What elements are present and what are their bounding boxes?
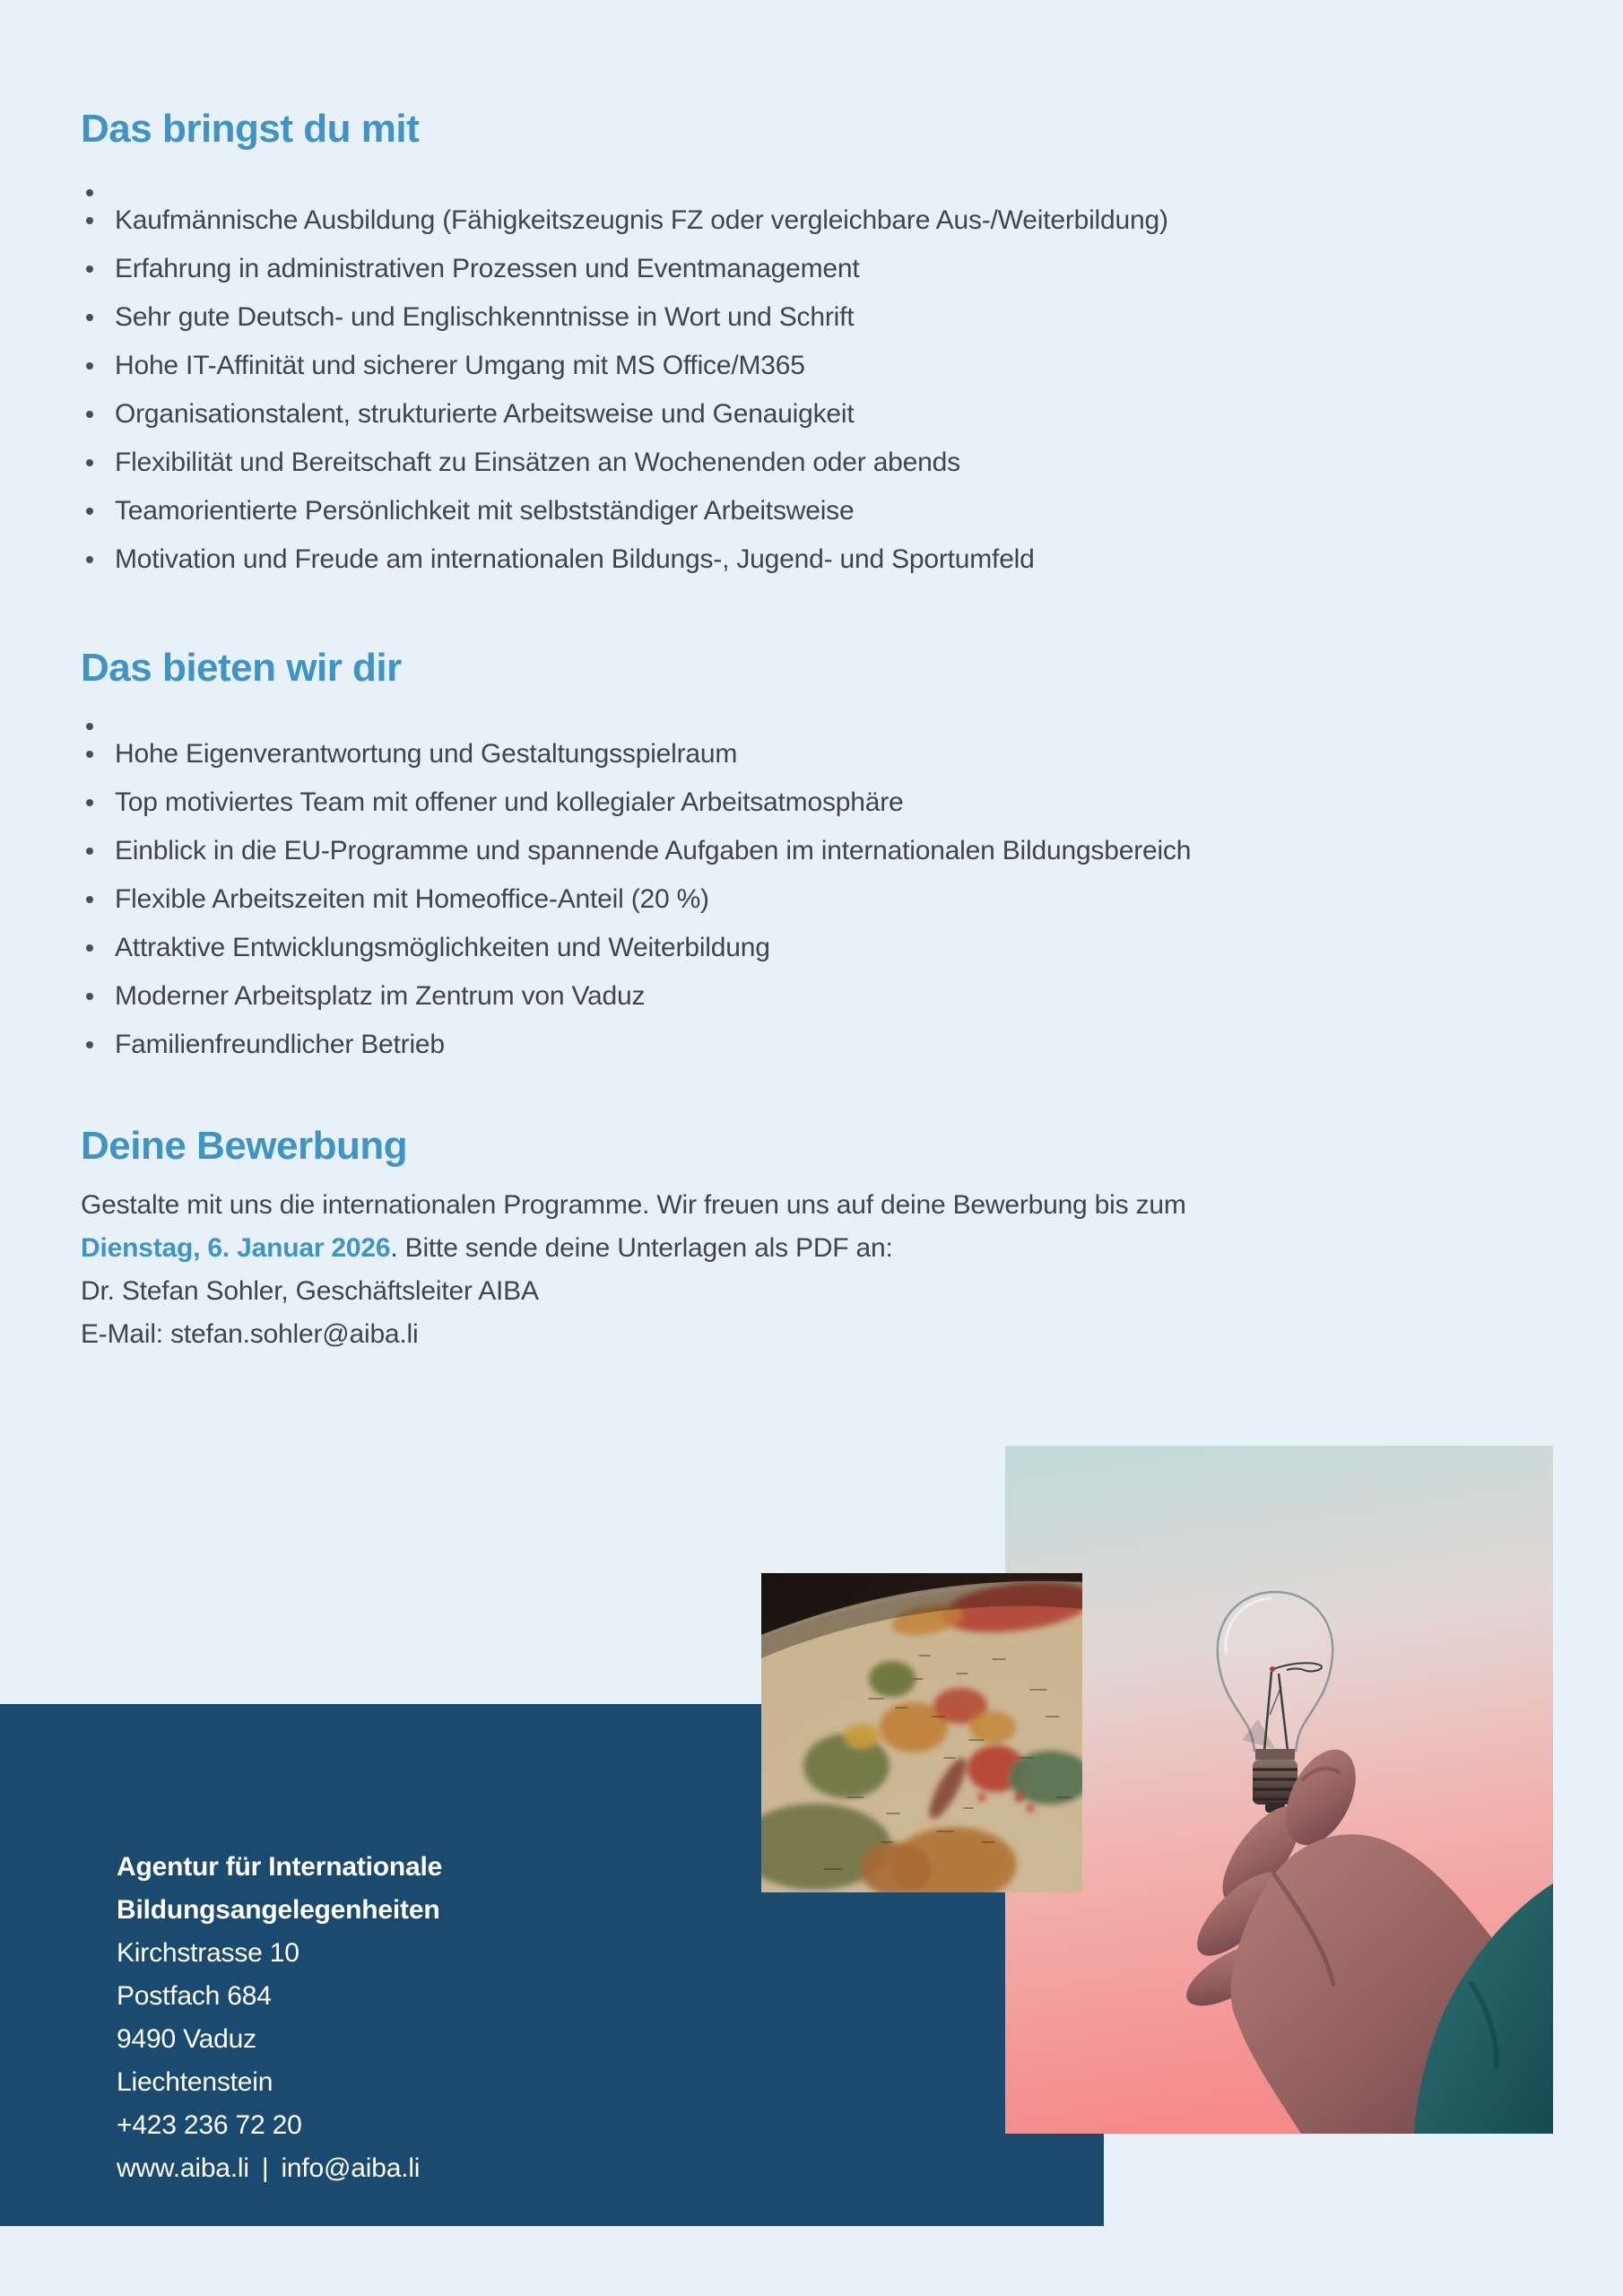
list-item-text: Kaufmännische Ausbildung (Fähigkeitszeugnis FZ oder vergleichbare Aus-/Weiterbildung) [115, 205, 1168, 235]
bullet-dot-icon [86, 993, 93, 1000]
list-item-text: Hohe IT-Affinität und sicherer Umgang mit MS Office/M365 [115, 351, 805, 380]
bullet-dot-icon [86, 848, 93, 855]
list-item-text: Flexible Arbeitszeiten mit Homeoffice-Anteil (20 %) [115, 884, 709, 914]
section-benefits [81, 647, 1551, 1069]
list-item-text: Moderner Arbeitsplatz im Zentrum von Vaduz [115, 981, 646, 1011]
bullet-dot-icon [86, 314, 93, 321]
list-item [81, 390, 1551, 439]
bullet-dot-icon [86, 362, 93, 370]
application-after-deadline: . Bitte sende deine Unterlagen als PDF an: [390, 1233, 893, 1263]
section-title-requirements: Das bringst du mit [81, 107, 420, 151]
bullet-dot-icon [86, 217, 93, 224]
list-item [81, 778, 1551, 827]
list-item-text: Organisationstalent, strukturierte Arbeitsweise und Genauigkeit [115, 399, 855, 429]
application-paragraph [81, 1184, 1551, 1356]
list-item [81, 245, 1551, 293]
benefits-list [81, 702, 1551, 1069]
list-item [81, 293, 1551, 342]
bullet-dot-icon [86, 189, 93, 196]
list-item-text: Attraktive Entwicklungsmöglichkeiten und Weiterbildung [115, 933, 770, 962]
list-item-text: Hohe Eigenverantwortung und Gestaltungsspielraum [115, 739, 738, 769]
requirements-list [81, 169, 1551, 584]
section-title-benefits: Das bieten wir dir [81, 646, 402, 690]
section-title-application: Deine Bewerbung [81, 1124, 408, 1168]
footer-org-line2: Bildungsangelegenheiten [117, 1895, 440, 1925]
list-item-text: Familienfreundlicher Betrieb [115, 1030, 445, 1059]
footer-country: Liechtenstein [117, 2067, 273, 2097]
list-item [81, 487, 1551, 535]
list-item-text: Einblick in die EU-Programme und spannende Aufgaben im internationalen Bildungsbereich [115, 836, 1192, 865]
bullet-dot-icon [86, 556, 93, 563]
bullet-dot-icon [86, 508, 93, 515]
list-item [81, 196, 1551, 245]
footer-website: www.aiba.li [117, 2153, 249, 2183]
lightbulb-photo [1005, 1446, 1553, 2134]
bullet-dot-icon [86, 723, 93, 730]
footer-email: info@aiba.li [281, 2153, 421, 2183]
list-item-text: Teamorientierte Persönlichkeit mit selbstständiger Arbeitsweise [115, 496, 855, 526]
list-item [81, 1021, 1551, 1069]
footer-web-email-line [117, 2147, 442, 2190]
application-intro: Gestalte mit uns die internationalen Programme. Wir freuen uns auf deine Bewerbung bis zum [81, 1190, 1186, 1220]
list-item [81, 342, 1551, 390]
list-item [81, 535, 1551, 584]
bullet-dot-icon [86, 799, 93, 806]
application-email-line: E-Mail: stefan.sohler@aiba.li [81, 1319, 419, 1349]
footer-contact-block [117, 1846, 442, 2190]
list-item [81, 924, 1551, 972]
list-item [81, 702, 1551, 730]
footer-city: 9490 Vaduz [117, 2024, 256, 2054]
list-item [81, 827, 1551, 875]
list-item-text: Top motiviertes Team mit offener und kollegialer Arbeitsatmosphäre [115, 787, 904, 817]
bullet-dot-icon [86, 1041, 93, 1048]
list-item [81, 169, 1551, 196]
list-item-text: Erfahrung in administrativen Prozessen und Eventmanagement [115, 254, 860, 283]
footer-street: Kirchstrasse 10 [117, 1938, 299, 1968]
list-item [81, 730, 1551, 778]
section-requirements [81, 108, 1551, 584]
list-item-text: Motivation und Freude am internationalen Bildungs-, Jugend- und Sportumfeld [115, 544, 1035, 574]
section-application [81, 1125, 1551, 1356]
main-text-column [81, 108, 1551, 1356]
bullet-dot-icon [86, 751, 93, 758]
list-item [81, 972, 1551, 1021]
bullet-dot-icon [86, 265, 93, 273]
list-item-text: Sehr gute Deutsch- und Englischkenntnisse in Wort und Schrift [115, 302, 855, 332]
footer-phone: +423 236 72 20 [117, 2110, 302, 2140]
bullet-dot-icon [86, 896, 93, 903]
list-item [81, 439, 1551, 487]
footer-org-line1: Agentur für Internationale [117, 1852, 443, 1882]
footer-pobox: Postfach 684 [117, 1981, 272, 2011]
bullet-dot-icon [86, 459, 93, 466]
application-contact-name: Dr. Stefan Sohler, Geschäftsleiter AIBA [81, 1276, 539, 1306]
footer-separator: | [261, 2153, 269, 2183]
bullet-dot-icon [86, 944, 93, 952]
list-item-text: Flexibilität und Bereitschaft zu Einsätzen an Wochenenden oder abends [115, 448, 960, 477]
bullet-dot-icon [86, 411, 93, 418]
globe-photo [761, 1573, 1082, 1892]
application-deadline: Dienstag, 6. Januar 2026 [81, 1233, 391, 1263]
list-item [81, 875, 1551, 924]
